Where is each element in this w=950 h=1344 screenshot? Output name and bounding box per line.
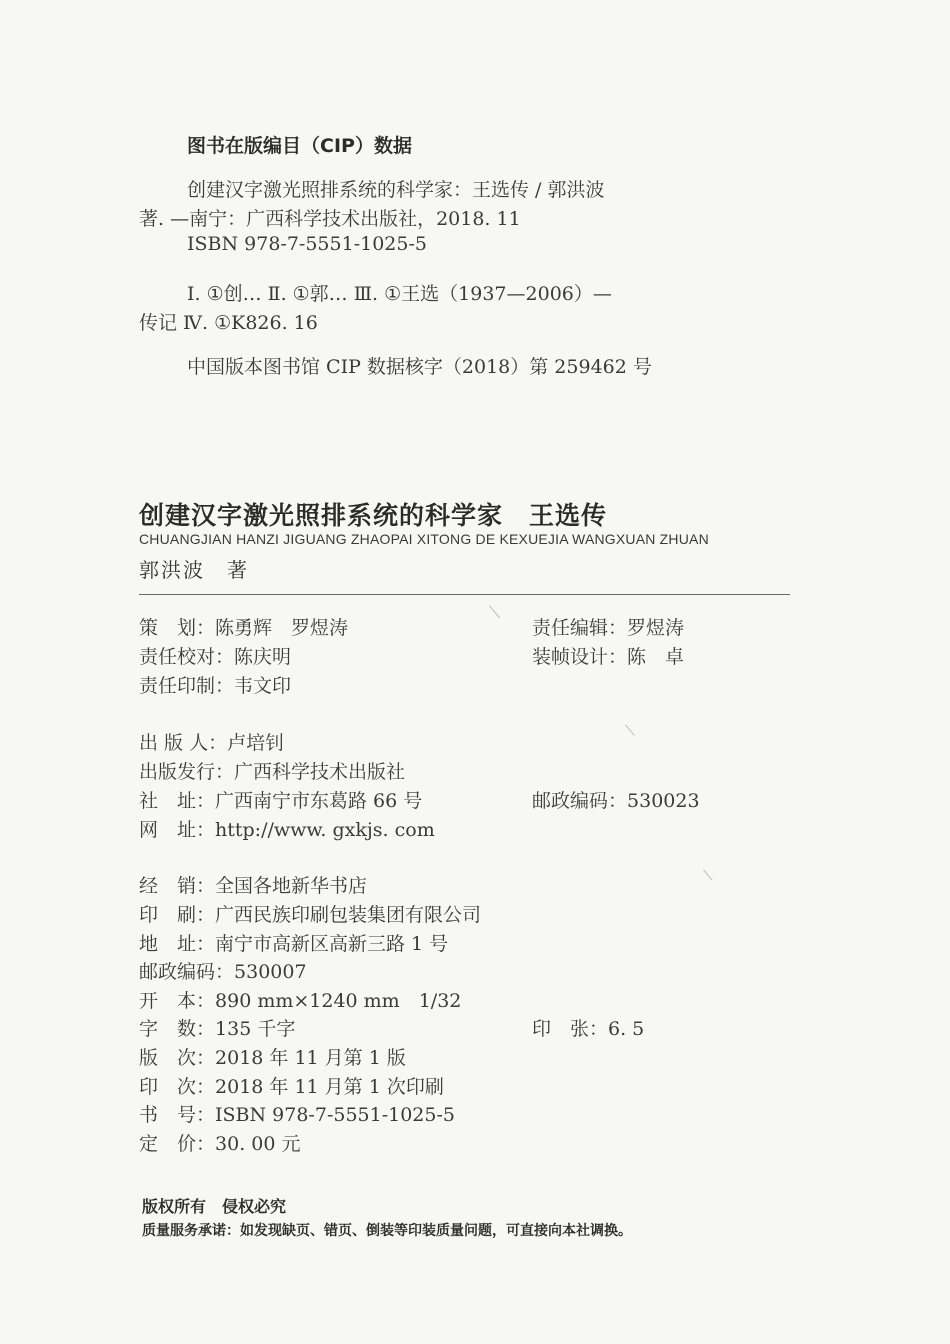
production-printer-value: 广西民族印刷包装集团有限公司	[215, 904, 482, 926]
production-edition-value: 2018 年 11 月第 1 版	[215, 1047, 406, 1069]
publisher-postcode-value: 530023	[627, 790, 700, 812]
cip-record-number: 中国版本图书馆 CIP 数据核字（2018）第 259462 号	[187, 356, 652, 378]
production-wordcount	[139, 1014, 295, 1041]
production-address-label: 地 址：	[139, 933, 216, 955]
production-seller	[139, 871, 367, 898]
credit-planning-label: 策 划：	[139, 617, 216, 639]
credit-editor-value: 罗煜涛	[627, 617, 685, 639]
scan-mark	[489, 605, 500, 618]
production-wordcount-label: 字 数：	[139, 1018, 216, 1040]
credit-editor	[532, 613, 684, 640]
publisher-address-label: 社 址：	[139, 790, 216, 812]
cip-classification: Ⅰ. ①创… Ⅱ. ①郭… Ⅲ. ①王选（1937—2006）—	[187, 283, 612, 305]
book-title: 创建汉字激光照排系统的科学家 王选传	[139, 501, 608, 530]
production-printer-label: 印 刷：	[139, 904, 216, 926]
publisher-distribution-value: 广西科学技术出版社	[234, 761, 406, 783]
credit-editor-label: 责任编辑：	[532, 617, 628, 639]
production-sheets-label: 印 张：	[532, 1018, 609, 1040]
production-price-label: 定 价：	[139, 1133, 216, 1155]
production-isbn-label: 书 号：	[139, 1104, 216, 1126]
scan-mark	[703, 869, 713, 880]
publisher-person	[139, 728, 284, 755]
production-address-value: 南宁市高新区高新三路 1 号	[215, 933, 449, 955]
production-sheets-value: 6. 5	[608, 1018, 645, 1040]
production-edition	[139, 1043, 406, 1070]
production-sheets	[532, 1014, 644, 1041]
production-impression-value: 2018 年 11 月第 1 次印刷	[215, 1076, 444, 1098]
publisher-distribution	[139, 757, 405, 784]
book-author: 郭洪波 著	[139, 558, 249, 582]
book-title-pinyin: CHUANGJIAN HANZI JIGUANG ZHAOPAI XITONG DE KEXUEJIA WANGXUAN ZHUAN	[139, 531, 709, 547]
publisher-address	[139, 786, 422, 813]
production-postcode-label: 邮政编码：	[139, 961, 235, 983]
production-format-value: 890 mm×1240 mm 1/32	[215, 990, 462, 1012]
credit-design-label: 装帧设计：	[532, 646, 628, 668]
publisher-postcode-label: 邮政编码：	[532, 790, 628, 812]
publisher-person-label: 出 版 人：	[139, 732, 228, 754]
publisher-postcode	[532, 786, 700, 813]
production-isbn	[139, 1100, 455, 1127]
credit-planning	[139, 613, 348, 640]
divider-rule	[139, 594, 790, 595]
publisher-address-value: 广西南宁市东葛路 66 号	[215, 790, 423, 812]
production-address	[139, 929, 448, 956]
publisher-website-value: http://www. gxkjs. com	[215, 819, 435, 841]
credit-printing-supervisor	[139, 671, 291, 698]
cip-isbn: ISBN 978-7-5551-1025-5	[187, 233, 427, 255]
credit-printing-supervisor-value: 韦文印	[234, 675, 292, 697]
production-wordcount-value: 135 千字	[215, 1018, 296, 1040]
production-edition-label: 版 次：	[139, 1047, 216, 1069]
quality-promise: 质量服务承诺：如发现缺页、错页、倒装等印装质量问题，可直接向本社调换。	[142, 1223, 632, 1239]
production-postcode	[139, 957, 307, 984]
publisher-person-value: 卢培钊	[227, 732, 285, 754]
production-impression	[139, 1072, 444, 1099]
credit-design	[532, 642, 684, 669]
credit-proofreading	[139, 642, 291, 669]
credit-design-value: 陈 卓	[627, 646, 685, 668]
publisher-website	[139, 815, 435, 842]
production-printer	[139, 900, 481, 927]
production-impression-label: 印 次：	[139, 1076, 216, 1098]
production-postcode-value: 530007	[234, 961, 307, 983]
scan-mark	[625, 724, 635, 735]
credit-proofreading-label: 责任校对：	[139, 646, 235, 668]
production-price-value: 30. 00 元	[215, 1133, 301, 1155]
credit-proofreading-value: 陈庆明	[234, 646, 292, 668]
cip-line: 著. —南宁：广西科学技术出版社，2018. 11	[139, 208, 521, 230]
credit-planning-value: 陈勇辉 罗煜涛	[215, 617, 349, 639]
production-price	[139, 1129, 301, 1156]
production-seller-value: 全国各地新华书店	[215, 875, 368, 897]
credit-printing-supervisor-label: 责任印制：	[139, 675, 235, 697]
copyright-notice: 版权所有 侵权必究	[142, 1197, 287, 1216]
production-isbn-value: ISBN 978-7-5551-1025-5	[215, 1104, 455, 1126]
cip-classification-cont: 传记 Ⅳ. ①K826. 16	[139, 312, 318, 334]
publisher-distribution-label: 出版发行：	[139, 761, 235, 783]
cip-heading: 图书在版编目（CIP）数据	[187, 135, 412, 157]
production-format-label: 开 本：	[139, 990, 216, 1012]
cip-line: 创建汉字激光照排系统的科学家：王选传 / 郭洪波	[187, 179, 605, 201]
production-seller-label: 经 销：	[139, 875, 216, 897]
publisher-website-label: 网 址：	[139, 819, 216, 841]
production-format	[139, 986, 461, 1013]
